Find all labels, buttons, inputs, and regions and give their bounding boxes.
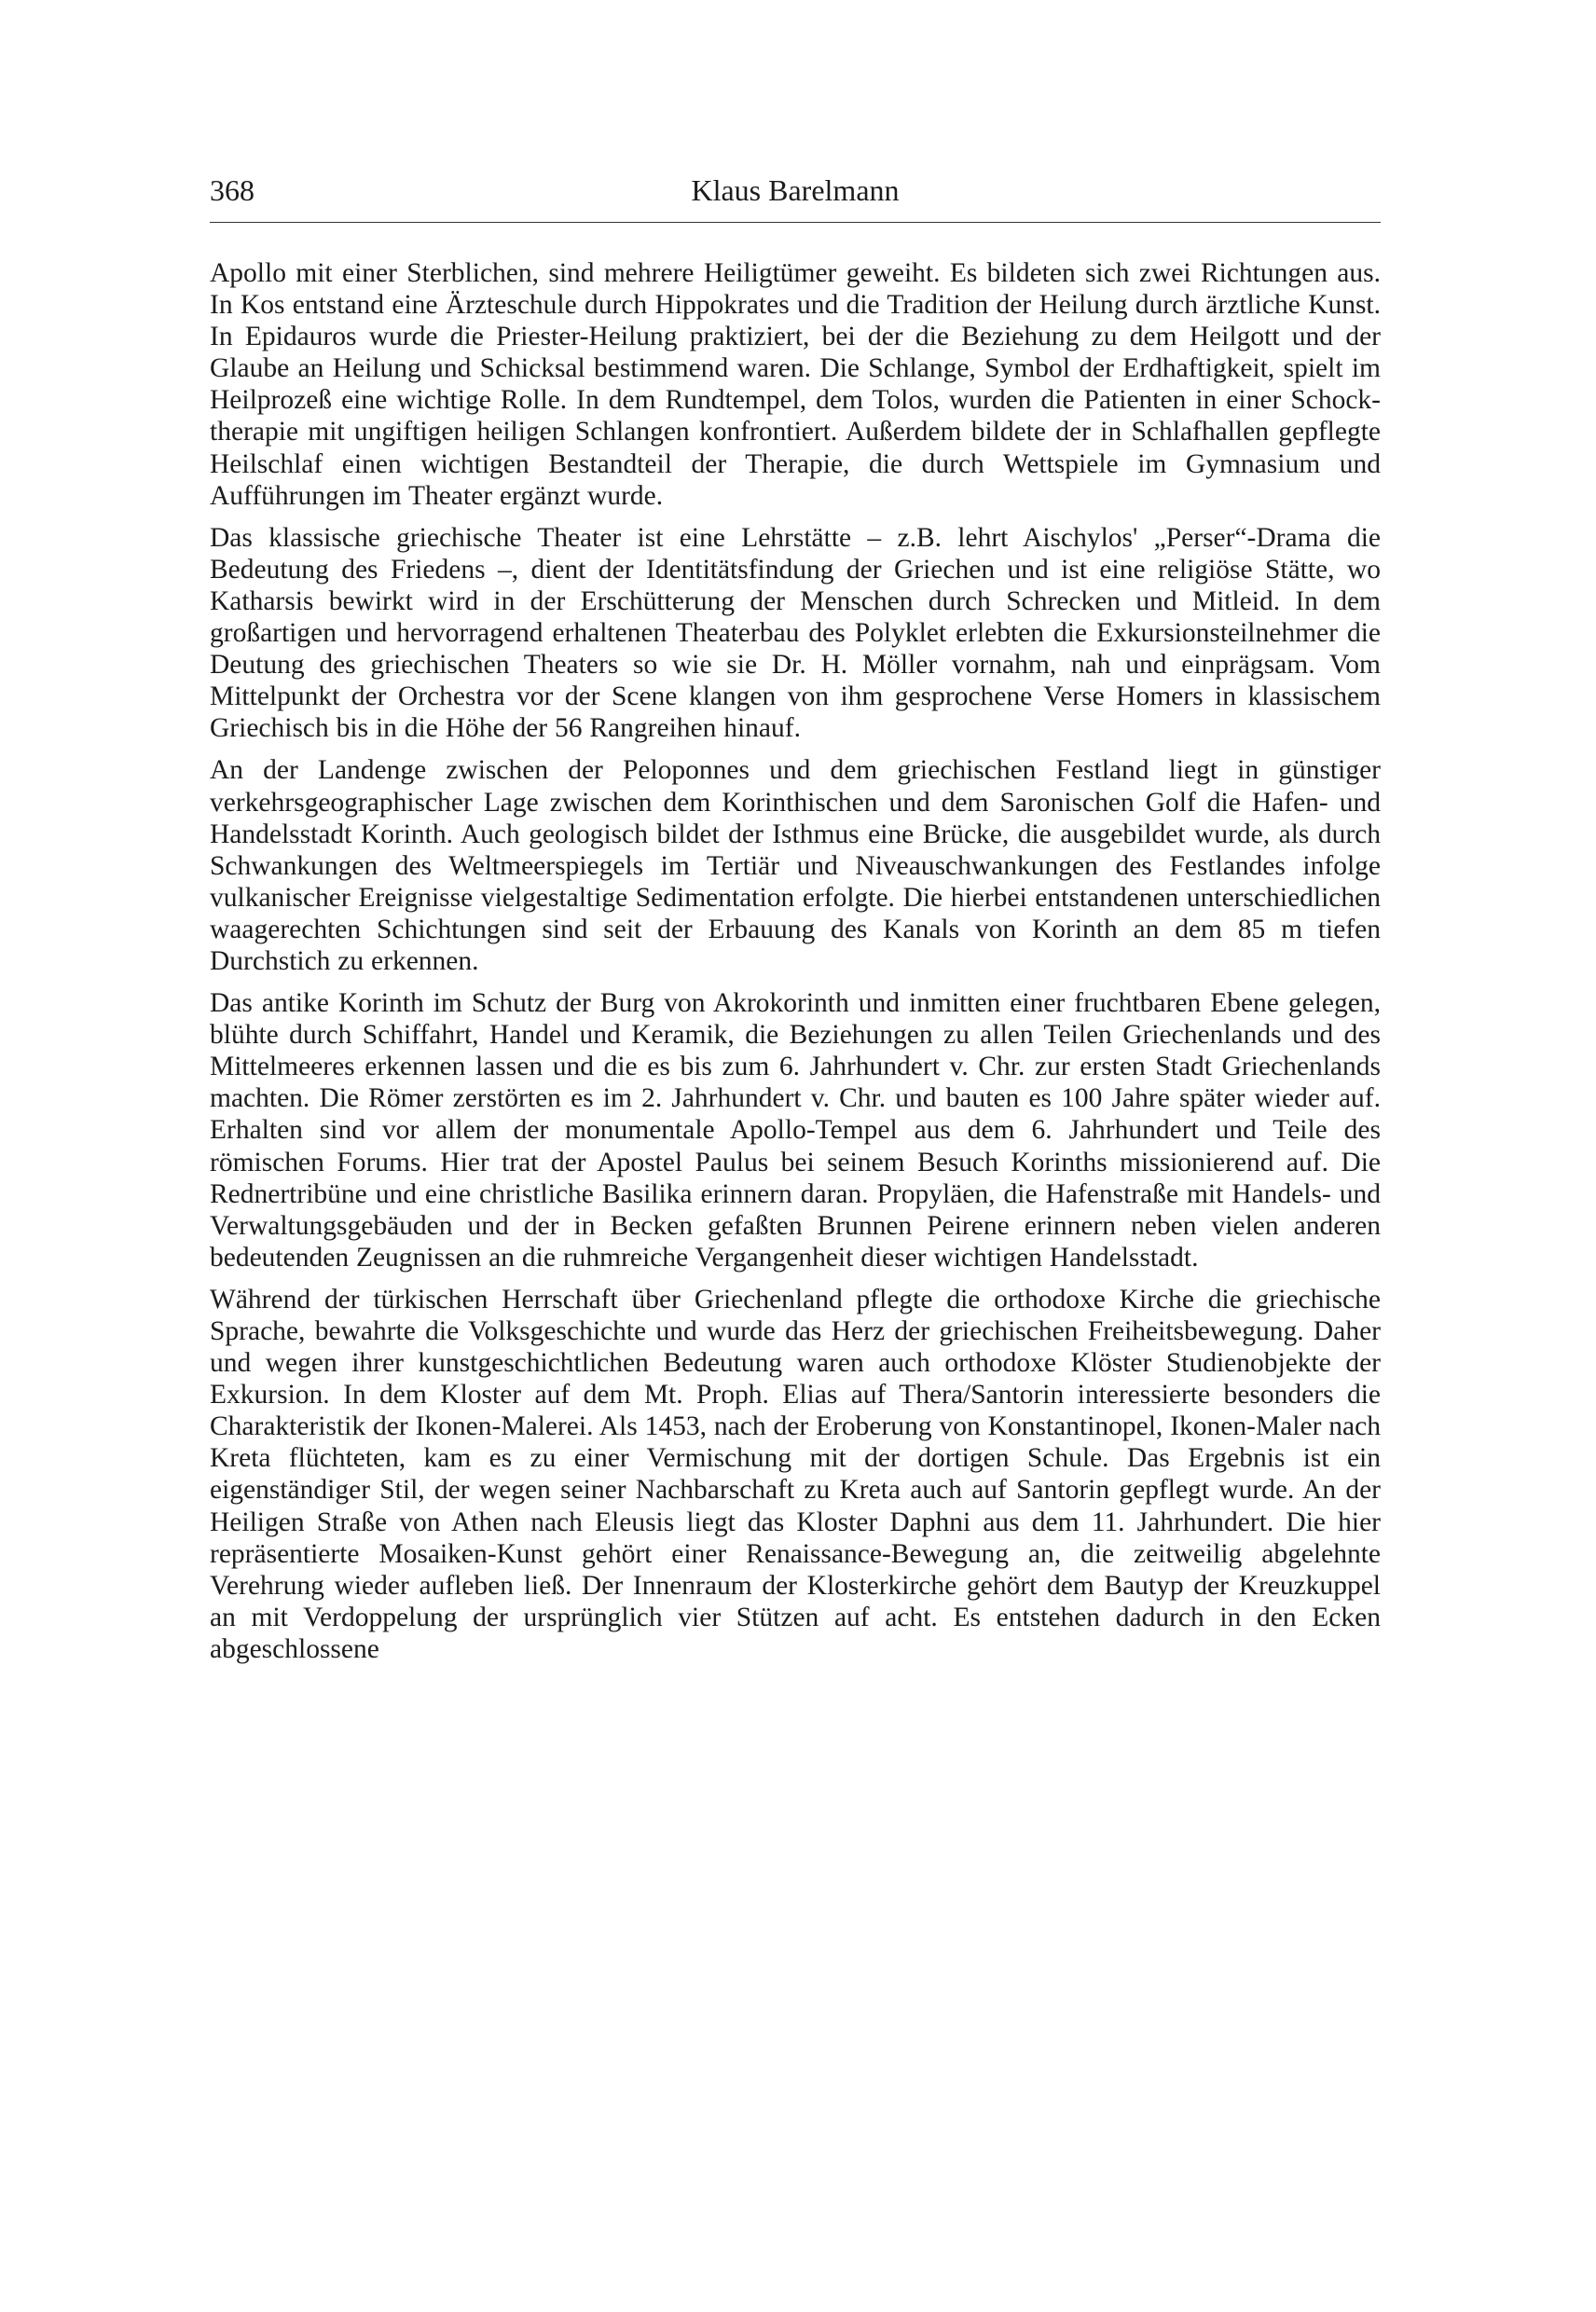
- paragraph-orthodox-monasteries: Während der türkischen Herrschaft über Griechenland pflegte die orthodoxe Kirche die griechische Sprache, bewahrte die Volksgeschichte und wurde das Herz der griechischen Freiheitsbewegung. Daher und wegen ihrer kunstgeschichtlichen Bedeutung waren auch orthodoxe Klöster Studienobjekte der Exkursion. In dem Kloster auf dem Mt. Proph. Elias auf Thera/Santorin interessierte besonders die Charakteristik der Ikonen-Malerei. Als 1453, nach der Eroberung von Konstantinopel, Ikonen-Maler nach Kreta flüchteten, kam es zu einer Vermischung mit der dortigen Schule. Das Ergebnis ist ein eigenständiger Stil, der wegen seiner Nachbarschaft zu Kreta auch auf Santorin gepflegt wurde. An der Heiligen Straße von Athen nach Eleusis liegt das Kloster Daphni aus dem 11. Jahrhundert. Die hier repräsentierte Mosaiken-Kunst gehört einer Renaissance-Bewegung an, die zeitweilig abgelehnte Verehrung wieder aufleben ließ. Der Innenraum der Klosterkirche gehört dem Bautyp der Kreuzkuppel an mit Verdoppelung der ursprünglich vier Stützen auf acht. Es entstehen dadurch in den Ecken abgeschlossene: [210, 1284, 1381, 1664]
- running-head: Klaus Barelmann: [691, 173, 900, 207]
- paragraph-greek-theater: Das klassische griechische Theater ist eine Lehrstätte – z.B. lehrt Aischylos' „Perser“-Drama die Bedeutung des Friedens –, dient der Identitätsfindung der Griechen und ist eine religiöse Stätte, wo Katharsis bewirkt wird in der Erschütterung der Menschen durch Schrecken und Mitleid. In dem großartigen und hervorragend erhaltenen Theaterbau des Polyklet erlebten die Exkursionsteilnehmer die Deutung des griechischen Theaters so wie sie Dr. H. Möller vornahm, nah und einprägsam. Vom Mittelpunkt der Orchestra vor der Scene klangen von ihm gesprochene Verse Homers in klassischem Griechisch bis in die Höhe der 56 Rangreihen hinauf.: [210, 522, 1381, 744]
- paragraph-asklepios-healing: Apollo mit einer Sterblichen, sind mehrere Heiligtümer geweiht. Es bildeten sich zwei Richtungen aus. In Kos entstand eine Ärzteschule durch Hippokrates und die Tradition der Heilung durch ärztliche Kunst. In Epidauros wurde die Priester-Heilung praktiziert, bei der die Beziehung zu dem Heilgott und der Glaube an Heilung und Schicksal bestimmend waren. Die Schlange, Symbol der Erdhaftigkeit, spielt im Heilprozeß eine wichtige Rolle. In dem Rundtempel, dem Tolos, wurden die Patienten in einer Schocktherapie mit ungiftigen heiligen Schlangen konfrontiert. Außerdem bildete der in Schlafhallen gepflegte Heilschlaf einen wichtigen Bestandteil der Therapie, die durch Wettspiele im Gymnasium und Aufführungen im Theater ergänzt wurde.: [210, 258, 1381, 511]
- page-number: 368: [210, 173, 255, 207]
- paragraph-ancient-korinth: Das antike Korinth im Schutz der Burg von Akrokorinth und inmitten einer fruchtbaren Ebene gelegen, blühte durch Schiffahrt, Handel und Keramik, die Beziehungen zu allen Teilen Griechenlands und des Mittelmeeres erkennen lassen und die es bis zum 6. Jahrhundert v. Chr. zur ersten Stadt Griechenlands machten. Die Römer zerstörten es im 2. Jahrhundert v. Chr. und bauten es 100 Jahre später wieder auf. Erhalten sind vor allem der monumentale Apollo-Tempel aus dem 6. Jahrhundert und Teile des römischen Forums. Hier trat der Apostel Paulus bei seinem Besuch Korinths missionierend auf. Die Rednertribüne und eine christliche Basilika erinnern daran. Propyläen, die Hafenstraße mit Handels- und Verwaltungsgebäuden und der in Becken gefaßten Brunnen Peirene erinnern neben vielen anderen bedeutenden Zeugnissen an die ruhmreiche Vergangenheit dieser wichtigen Handelsstadt.: [210, 988, 1381, 1273]
- paragraph-isthmus-korinth: An der Landenge zwischen der Peloponnes und dem griechischen Festland liegt in günstiger verkehrsgeographischer Lage zwischen dem Korinthischen und dem Saronischen Golf die Hafen- und Handelsstadt Korinth. Auch geologisch bildet der Isthmus eine Brücke, die ausgebildet wurde, als durch Schwankungen des Weltmeerspiegels im Tertiär und Niveauschwankungen des Festlandes infolge vulkanischer Ereignisse vielgestaltige Sedimentation erfolgte. Die hierbei entstandenen unterschiedlichen waagerechten Schichtungen sind seit der Erbauung des Kanals von Korinth an dem 85 m tiefen Durchstich zu erkennen.: [210, 755, 1381, 976]
- header-rule: [210, 222, 1381, 223]
- body-text: [210, 257, 1381, 1675]
- page-header: [210, 168, 1381, 224]
